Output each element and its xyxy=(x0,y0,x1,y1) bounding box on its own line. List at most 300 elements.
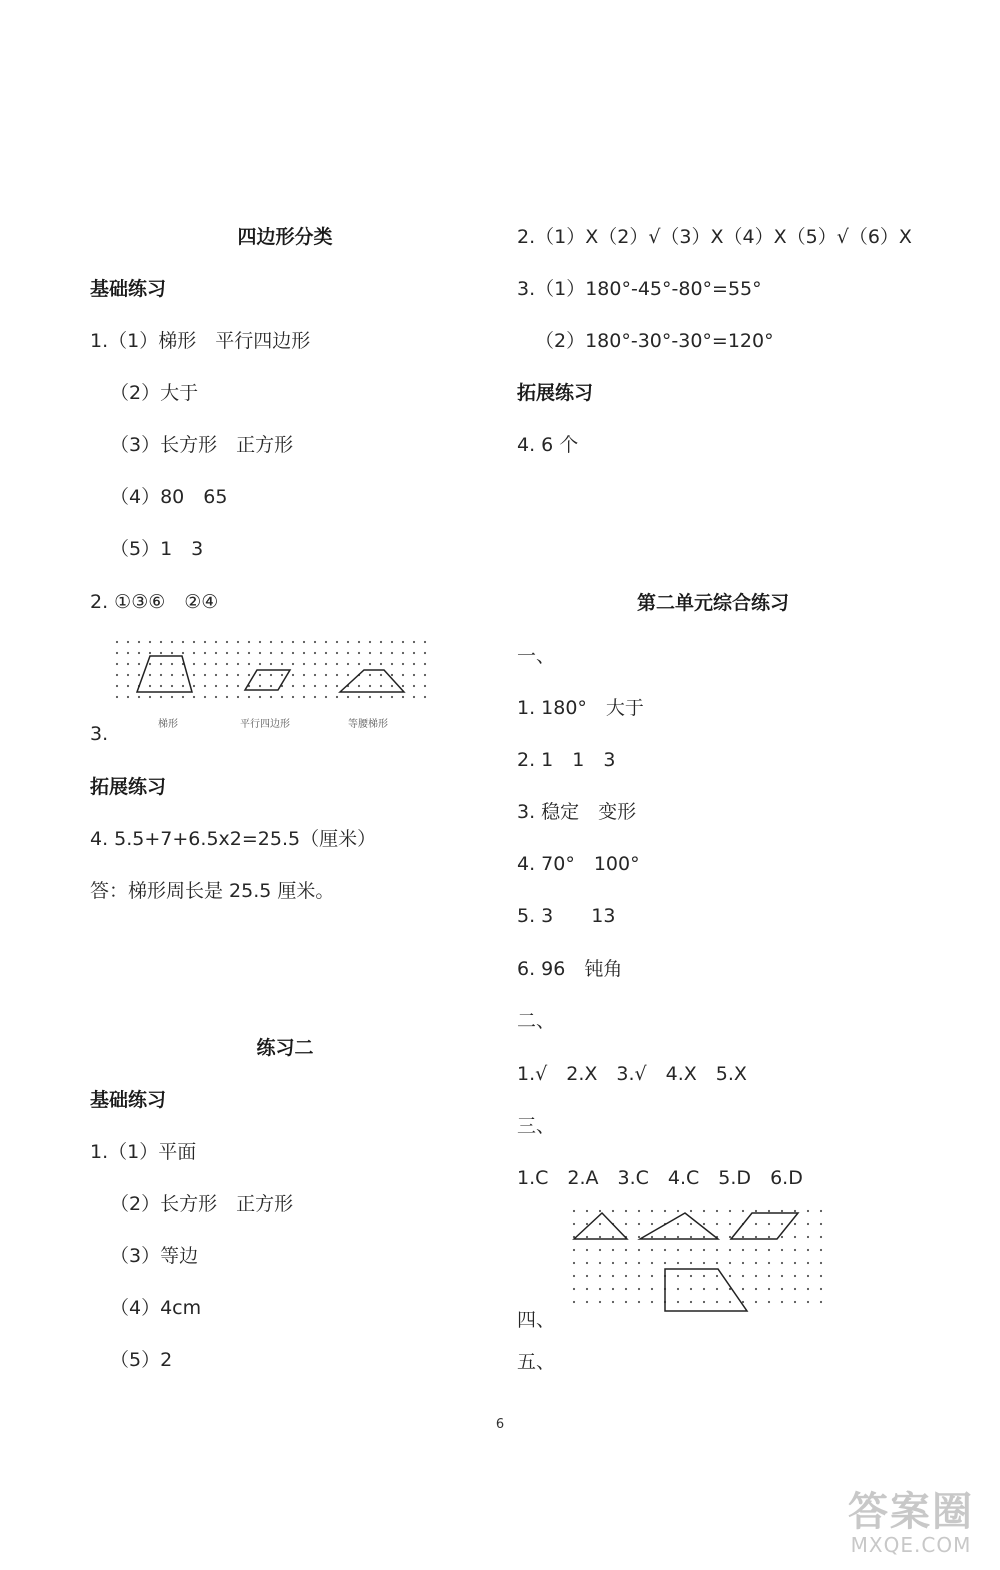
grid-dot xyxy=(716,1301,718,1303)
grid-dot xyxy=(215,652,217,654)
shape-label-isosceles-trapezoid: 等腰梯形 xyxy=(348,719,388,730)
grid-dot xyxy=(160,685,162,687)
grid-dot xyxy=(237,674,239,676)
parallelogram-shape-answer xyxy=(731,1213,798,1239)
part-one-answer-5: 5. 3 13 xyxy=(517,905,616,927)
grid-dot xyxy=(755,1262,757,1264)
grid-dot xyxy=(303,696,305,698)
grid-dot xyxy=(303,652,305,654)
grid-dot xyxy=(171,696,173,698)
grid-dot xyxy=(599,1223,601,1225)
subheading-extension-practice-2: 拓展练习 xyxy=(517,382,594,404)
grid-dot xyxy=(781,1236,783,1238)
grid-dot xyxy=(149,685,151,687)
grid-dot xyxy=(303,663,305,665)
grid-dot xyxy=(703,1236,705,1238)
grid-dot xyxy=(625,1223,627,1225)
grid-dot xyxy=(127,641,129,643)
grid-dot xyxy=(690,1210,692,1212)
grid-dot xyxy=(781,1223,783,1225)
grid-dot xyxy=(781,1301,783,1303)
grid-dot xyxy=(413,663,415,665)
grid-dot xyxy=(807,1275,809,1277)
grid-dot xyxy=(424,685,426,687)
grid-dot xyxy=(664,1262,666,1264)
grid-dot xyxy=(612,1262,614,1264)
grid-dot xyxy=(638,1210,640,1212)
grid-dot xyxy=(281,696,283,698)
grid-dot xyxy=(625,1301,627,1303)
grid-dot xyxy=(314,674,316,676)
grid-dot xyxy=(638,1275,640,1277)
grid-dot xyxy=(171,685,173,687)
grid-dot xyxy=(794,1210,796,1212)
grid-dot xyxy=(369,663,371,665)
grid-dot xyxy=(703,1301,705,1303)
answer-3-2: （2）180°-30°-30°=120° xyxy=(535,330,774,352)
grid-dot xyxy=(226,663,228,665)
triangle-shape-wide xyxy=(640,1213,718,1239)
grid-dot xyxy=(413,652,415,654)
part-one-answer-4: 4. 70° 100° xyxy=(517,853,640,875)
grid-dot xyxy=(149,674,151,676)
grid-dot xyxy=(794,1223,796,1225)
grid-dot xyxy=(182,685,184,687)
grid-dot xyxy=(612,1249,614,1251)
grid-dot xyxy=(204,685,206,687)
grid-dot xyxy=(625,1249,627,1251)
grid-dot xyxy=(347,641,349,643)
answer-1-1: 1.（1）梯形 平行四边形 xyxy=(90,330,311,352)
grid-dot xyxy=(281,641,283,643)
grid-dot xyxy=(149,652,151,654)
grid-dot xyxy=(215,663,217,665)
grid-dot xyxy=(259,696,261,698)
grid-dot xyxy=(586,1262,588,1264)
grid-dot xyxy=(391,663,393,665)
grid-dot xyxy=(369,685,371,687)
grid-dot xyxy=(325,652,327,654)
answer-1-5: （5）1 3 xyxy=(110,538,204,560)
grid-dot xyxy=(690,1249,692,1251)
grid-dot xyxy=(703,1223,705,1225)
grid-dot xyxy=(270,674,272,676)
grid-dot xyxy=(171,652,173,654)
grid-dot xyxy=(380,663,382,665)
answer-2: 2. ①③⑥ ②④ xyxy=(90,591,219,613)
grid-dot xyxy=(237,652,239,654)
grid-dot xyxy=(807,1262,809,1264)
grid-dot xyxy=(651,1301,653,1303)
grid-dot xyxy=(116,696,118,698)
grid-dot xyxy=(612,1275,614,1277)
grid-dot xyxy=(625,1210,627,1212)
grid-dot xyxy=(716,1249,718,1251)
answer-1-2: （2）大于 xyxy=(110,382,199,404)
answer-3: 3. xyxy=(90,723,109,745)
grid-dot xyxy=(138,641,140,643)
grid-dot xyxy=(413,641,415,643)
grid-dot xyxy=(573,1262,575,1264)
grid-dot xyxy=(259,641,261,643)
shape-label-parallelogram: 平行四边形 xyxy=(240,719,290,730)
grid-dot xyxy=(664,1210,666,1212)
grid-dot xyxy=(755,1249,757,1251)
grid-dot xyxy=(193,663,195,665)
grid-dot xyxy=(703,1275,705,1277)
grid-dot xyxy=(729,1249,731,1251)
grid-dot xyxy=(116,685,118,687)
grid-dot xyxy=(380,641,382,643)
grid-dot xyxy=(138,696,140,698)
grid-dot xyxy=(204,674,206,676)
grid-dot xyxy=(612,1236,614,1238)
grid-dot xyxy=(226,641,228,643)
grid-dot xyxy=(325,663,327,665)
answer-1-4: （4）80 65 xyxy=(110,486,228,508)
grid-dot xyxy=(781,1288,783,1290)
grid-dot xyxy=(248,652,250,654)
grid-dot xyxy=(599,1236,601,1238)
grid-dot xyxy=(138,663,140,665)
grid-dot xyxy=(768,1262,770,1264)
grid-dot xyxy=(768,1210,770,1212)
grid-dot xyxy=(755,1223,757,1225)
grid-dot xyxy=(599,1288,601,1290)
grid-dot xyxy=(182,674,184,676)
grid-dot xyxy=(347,674,349,676)
grid-dot xyxy=(259,663,261,665)
grid-dot xyxy=(237,663,239,665)
grid-dot xyxy=(651,1210,653,1212)
grid-dot xyxy=(677,1236,679,1238)
grid-dot xyxy=(820,1210,822,1212)
grid-dot xyxy=(586,1249,588,1251)
grid-dot xyxy=(807,1210,809,1212)
grid-dot xyxy=(599,1210,601,1212)
grid-dot xyxy=(138,652,140,654)
grid-dot xyxy=(171,663,173,665)
grid-dot xyxy=(424,641,426,643)
grid-dot xyxy=(794,1288,796,1290)
grid-dot xyxy=(336,674,338,676)
grid-dot xyxy=(160,641,162,643)
part-one-answer-3: 3. 稳定 变形 xyxy=(517,801,637,823)
grid-dot xyxy=(690,1288,692,1290)
grid-dot xyxy=(270,685,272,687)
grid-dot xyxy=(586,1223,588,1225)
grid-dot xyxy=(599,1275,601,1277)
grid-dot xyxy=(292,685,294,687)
grid-dot xyxy=(391,652,393,654)
grid-dot xyxy=(768,1275,770,1277)
grid-dot xyxy=(380,685,382,687)
grid-dot xyxy=(369,652,371,654)
grid-dot xyxy=(794,1301,796,1303)
answer-3-1: 3.（1）180°-45°-80°=55° xyxy=(517,278,762,300)
grid-dot xyxy=(742,1288,744,1290)
section-title-quadrilateral-classification: 四边形分类 xyxy=(237,226,333,248)
grid-dot xyxy=(807,1236,809,1238)
grid-dot xyxy=(336,641,338,643)
grid-dot xyxy=(248,641,250,643)
answer-2-true-false: 2.（1）X（2）√（3）X（4）X（5）√（6）X xyxy=(517,226,912,248)
grid-dot xyxy=(248,696,250,698)
grid-dot xyxy=(807,1288,809,1290)
grid-dot xyxy=(237,641,239,643)
grid-dot xyxy=(237,685,239,687)
grid-dot xyxy=(325,641,327,643)
grid-dot xyxy=(248,663,250,665)
grid-dot xyxy=(768,1236,770,1238)
grid-dot xyxy=(703,1262,705,1264)
answer-1-3: （3）长方形 正方形 xyxy=(110,434,294,456)
grid-dot xyxy=(768,1223,770,1225)
grid-dot xyxy=(413,685,415,687)
grid-dot xyxy=(677,1275,679,1277)
grid-dot xyxy=(116,641,118,643)
grid-dot xyxy=(127,696,129,698)
grid-dot xyxy=(325,685,327,687)
grid-dot xyxy=(638,1223,640,1225)
grid-dot xyxy=(794,1249,796,1251)
grid-dot xyxy=(573,1210,575,1212)
grid-dot xyxy=(651,1223,653,1225)
grid-dot xyxy=(325,696,327,698)
grid-dot xyxy=(820,1223,822,1225)
grid-dot xyxy=(270,696,272,698)
grid-dot xyxy=(690,1223,692,1225)
grid-dot xyxy=(820,1288,822,1290)
part-four-label: 四、 xyxy=(517,1309,556,1331)
grid-dot xyxy=(358,663,360,665)
grid-dot xyxy=(677,1301,679,1303)
exercise2-answer-1-1: 1.（1）平面 xyxy=(90,1141,197,1163)
grid-dot xyxy=(182,641,184,643)
grid-dot xyxy=(259,652,261,654)
watermark-url: MXQE.COM xyxy=(850,1533,972,1557)
grid-dot xyxy=(638,1262,640,1264)
grid-dot xyxy=(599,1262,601,1264)
grid-dot xyxy=(807,1301,809,1303)
grid-dot xyxy=(358,641,360,643)
grid-dot xyxy=(612,1288,614,1290)
isosceles-trapezoid-shape xyxy=(340,670,404,692)
grid-dot xyxy=(716,1223,718,1225)
triangle-shape-small xyxy=(574,1213,627,1239)
part-three-answers: 1.C 2.A 3.C 4.C 5.D 6.D xyxy=(517,1167,803,1189)
grid-dot xyxy=(651,1236,653,1238)
subheading-basic-practice: 基础练习 xyxy=(90,278,167,300)
grid-dot xyxy=(599,1249,601,1251)
grid-dot xyxy=(402,652,404,654)
grid-dot xyxy=(612,1210,614,1212)
grid-dot xyxy=(380,652,382,654)
subheading-extension-practice: 拓展练习 xyxy=(90,776,167,798)
grid-dot xyxy=(402,696,404,698)
grid-dot xyxy=(703,1288,705,1290)
grid-dot xyxy=(204,641,206,643)
part-one-answer-2: 2. 1 1 3 xyxy=(517,749,616,771)
grid-dot xyxy=(690,1236,692,1238)
grid-dot xyxy=(138,674,140,676)
grid-dot xyxy=(794,1275,796,1277)
grid-dot xyxy=(820,1301,822,1303)
grid-dot xyxy=(638,1236,640,1238)
grid-dot xyxy=(690,1275,692,1277)
grid-dot xyxy=(347,652,349,654)
part-five-label: 五、 xyxy=(517,1351,556,1373)
grid-dot xyxy=(664,1236,666,1238)
grid-dot xyxy=(237,696,239,698)
grid-dot xyxy=(160,652,162,654)
grid-dot xyxy=(586,1236,588,1238)
answer-4-count: 4. 6 个 xyxy=(517,434,579,456)
grid-dot xyxy=(292,696,294,698)
grid-dot xyxy=(292,674,294,676)
grid-dot xyxy=(651,1288,653,1290)
grid-dot xyxy=(171,674,173,676)
grid-dot xyxy=(729,1262,731,1264)
grid-dot xyxy=(729,1275,731,1277)
grid-dot xyxy=(716,1262,718,1264)
watermark-title: 答案圈 xyxy=(848,1489,974,1535)
grid-dot xyxy=(690,1262,692,1264)
grid-dot xyxy=(651,1262,653,1264)
grid-dot xyxy=(281,652,283,654)
grid-dot xyxy=(116,674,118,676)
grid-dot xyxy=(820,1262,822,1264)
grid-dot xyxy=(347,663,349,665)
grid-dot xyxy=(573,1288,575,1290)
grid-dot xyxy=(314,696,316,698)
grid-dot xyxy=(204,696,206,698)
grid-dot xyxy=(193,641,195,643)
grid-dot xyxy=(586,1210,588,1212)
dot-grid-drawing-figure xyxy=(566,1203,831,1315)
grid-dot xyxy=(303,685,305,687)
grid-dot xyxy=(690,1301,692,1303)
grid-dot xyxy=(391,674,393,676)
part-one-answer-1: 1. 180° 大于 xyxy=(517,697,644,719)
grid-dot xyxy=(259,674,261,676)
grid-dot xyxy=(729,1301,731,1303)
grid-dot xyxy=(781,1249,783,1251)
watermark-logo xyxy=(836,1490,986,1556)
subheading-basic-practice-2: 基础练习 xyxy=(90,1089,167,1111)
grid-dot xyxy=(226,696,228,698)
grid-dot xyxy=(413,696,415,698)
grid-dot xyxy=(768,1288,770,1290)
exercise2-answer-1-5: （5）2 xyxy=(110,1349,173,1371)
grid-dot xyxy=(638,1301,640,1303)
grid-dot xyxy=(677,1210,679,1212)
grid-dot xyxy=(116,663,118,665)
grid-dot xyxy=(182,652,184,654)
grid-dot xyxy=(314,652,316,654)
grid-dot xyxy=(573,1223,575,1225)
grid-dot xyxy=(820,1275,822,1277)
grid-dot xyxy=(314,685,316,687)
grid-dot xyxy=(127,652,129,654)
grid-dot xyxy=(586,1275,588,1277)
grid-dot xyxy=(303,641,305,643)
grid-dot xyxy=(270,652,272,654)
grid-dot xyxy=(193,696,195,698)
grid-dot xyxy=(402,663,404,665)
grid-dot xyxy=(807,1249,809,1251)
grid-dot xyxy=(160,674,162,676)
grid-dot xyxy=(781,1210,783,1212)
grid-dot xyxy=(781,1262,783,1264)
grid-dot xyxy=(625,1262,627,1264)
part-one-label: 一、 xyxy=(517,645,556,667)
grid-dot xyxy=(729,1210,731,1212)
grid-dot xyxy=(380,674,382,676)
answer-4: 4. 5.5+7+6.5x2=25.5（厘米） xyxy=(90,828,377,850)
grid-dot xyxy=(794,1236,796,1238)
part-one-answer-6: 6. 96 钝角 xyxy=(517,958,623,980)
grid-dot xyxy=(625,1288,627,1290)
grid-dot xyxy=(573,1275,575,1277)
grid-dot xyxy=(314,663,316,665)
grid-dot xyxy=(755,1275,757,1277)
grid-dot xyxy=(716,1288,718,1290)
grid-dot xyxy=(402,674,404,676)
grid-dot xyxy=(742,1262,744,1264)
grid-dot xyxy=(149,663,151,665)
grid-dot xyxy=(586,1288,588,1290)
grid-dot xyxy=(402,685,404,687)
grid-dot xyxy=(215,696,217,698)
grid-dot xyxy=(270,641,272,643)
grid-dot xyxy=(820,1236,822,1238)
grid-dot xyxy=(573,1301,575,1303)
grid-dot xyxy=(358,685,360,687)
grid-dot xyxy=(193,685,195,687)
grid-dot xyxy=(391,641,393,643)
exercise2-answer-1-3: （3）等边 xyxy=(110,1245,199,1267)
grid-dot xyxy=(424,652,426,654)
grid-dot xyxy=(391,696,393,698)
exercise2-answer-1-2: （2）长方形 正方形 xyxy=(110,1193,294,1215)
shape-label-trapezoid: 梯形 xyxy=(158,719,178,730)
grid-dot xyxy=(677,1223,679,1225)
grid-dot xyxy=(336,696,338,698)
grid-dot xyxy=(391,685,393,687)
grid-dot xyxy=(729,1223,731,1225)
grid-dot xyxy=(651,1275,653,1277)
grid-dot xyxy=(424,674,426,676)
grid-dot xyxy=(369,641,371,643)
grid-dot xyxy=(215,685,217,687)
grid-dot xyxy=(358,696,360,698)
grid-dot xyxy=(270,663,272,665)
grid-dot xyxy=(703,1210,705,1212)
grid-dot xyxy=(281,663,283,665)
grid-dot xyxy=(127,663,129,665)
grid-dot xyxy=(781,1275,783,1277)
grid-dot xyxy=(204,652,206,654)
part-two-answers: 1.√ 2.X 3.√ 4.X 5.X xyxy=(517,1063,747,1085)
grid-dot xyxy=(226,685,228,687)
grid-dot xyxy=(742,1249,744,1251)
page-number: 6 xyxy=(495,1417,505,1432)
grid-dot xyxy=(281,674,283,676)
grid-dot xyxy=(677,1249,679,1251)
grid-dot xyxy=(160,663,162,665)
grid-dot xyxy=(638,1288,640,1290)
